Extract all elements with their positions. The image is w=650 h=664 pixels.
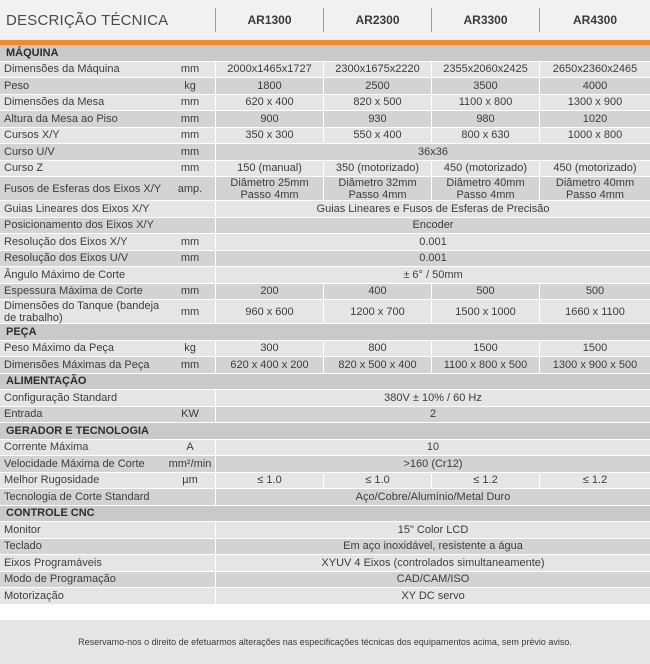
- row-label-text: Dimensões Máximas da Peça: [4, 358, 150, 371]
- row-value-text: 800: [368, 342, 387, 355]
- table-row: [0, 284, 650, 301]
- row-value-text: 900: [260, 112, 279, 125]
- row-value-text: 620 x 400 x 200: [230, 358, 309, 371]
- row-label-text: Posicionamento dos Eixos X/Y: [4, 219, 154, 232]
- row-value-ar4300: [539, 161, 650, 177]
- row-value-text: ≤ 1.0: [257, 474, 282, 487]
- row-label-text: Peso Máximo da Peça: [4, 342, 115, 355]
- row-unit: mm: [180, 129, 200, 142]
- row-label: [4, 284, 164, 300]
- row-value-text: 2355x2060x2425: [443, 63, 528, 76]
- row-value-text: ≤ 1.0: [365, 474, 390, 487]
- row-value-text: 1000 x 800: [567, 129, 623, 142]
- row-unit: mm: [180, 145, 200, 158]
- model-header-ar1300: AR1300: [247, 13, 292, 27]
- row-value-text: 4000: [582, 79, 608, 92]
- row-label: [4, 456, 164, 472]
- row-value-ar1300: [215, 128, 323, 144]
- row-value-text: 1660 x 1100: [565, 305, 625, 318]
- table-row: [0, 128, 650, 145]
- row-label-text: Entrada: [4, 408, 43, 421]
- section-header: [0, 45, 650, 62]
- row-value-text: 2000x1465x1727: [227, 63, 312, 76]
- row-label-text: Teclado: [4, 540, 42, 553]
- row-value-ar3300: [431, 78, 539, 94]
- row-label-text: Tecnologia de Corte Standard: [4, 490, 150, 503]
- row-value-text: Diâmetro 40mm Passo 4mm: [446, 176, 525, 201]
- table-row: [0, 539, 650, 556]
- row-label-text: Modo de Programação: [4, 573, 116, 586]
- row-value-all-models: XY DC servo: [215, 588, 650, 604]
- row-label: [4, 218, 164, 234]
- row-value-text: 450 (motorizado): [553, 162, 637, 175]
- row-value-text: 980: [476, 112, 495, 125]
- row-value-all-models: 2: [215, 407, 650, 423]
- row-label-text: Melhor Rugosidade: [4, 474, 100, 487]
- table-row: [0, 390, 650, 407]
- table-header: [0, 0, 650, 40]
- row-label: [4, 128, 164, 144]
- row-value-text: 3500: [473, 79, 498, 92]
- row-value-text: Diâmetro 32mm Passo 4mm: [338, 176, 417, 201]
- table-row: [0, 234, 650, 251]
- row-label-text: Espessura Máxima de Corte: [4, 285, 143, 298]
- row-value-ar2300: [323, 62, 431, 78]
- row-value-text: 500: [476, 285, 495, 298]
- row-label-text: Resolução dos Eixos U/V: [4, 252, 129, 265]
- disclaimer-footer: Reservamo-nos o direito de efetuarmos alterações nas especificações técnicas dos equipamentos acima, sem prévio aviso.: [0, 620, 650, 664]
- row-unit: amp.: [177, 182, 203, 195]
- table-row: [0, 407, 650, 424]
- row-value-text: 150 (manual): [237, 162, 302, 175]
- table-row: [0, 489, 650, 506]
- row-label-text: Motorização: [4, 589, 64, 602]
- table-row: [0, 456, 650, 473]
- row-label-text: Dimensões da Máquina: [4, 63, 120, 76]
- row-label: [4, 95, 164, 111]
- row-value-all-models: >160 (Cr12): [215, 456, 650, 472]
- row-value-text: 1500 x 1000: [455, 305, 516, 318]
- row-unit: [164, 489, 216, 505]
- row-value-text: 1300 x 900: [567, 96, 623, 109]
- row-value-text: 350 (motorizado): [335, 162, 420, 175]
- row-value-ar4300: [539, 357, 650, 373]
- section-header: [0, 374, 650, 391]
- row-value-ar3300: [431, 284, 539, 300]
- section-title: GERADOR E TECNOLOGIA: [6, 424, 150, 437]
- row-unit: mm: [180, 112, 200, 125]
- table-row: [0, 588, 650, 605]
- row-unit: mm: [180, 252, 200, 265]
- row-label: [4, 407, 164, 423]
- row-value-ar1300: [215, 78, 323, 94]
- row-label: [4, 201, 164, 217]
- row-unit: [164, 522, 216, 538]
- row-value-ar1300: [215, 95, 323, 111]
- row-value-text: 450 (motorizado): [443, 162, 528, 175]
- row-value-all-models: 0.001: [215, 251, 650, 267]
- row-value-ar3300: [431, 177, 539, 200]
- row-value-text: 930: [368, 112, 387, 125]
- row-value-text: 1300 x 900 x 500: [552, 358, 638, 371]
- row-value-text: 400: [368, 285, 387, 298]
- row-value-ar3300: [431, 95, 539, 111]
- row-label-text: Dimensões da Mesa: [4, 96, 105, 109]
- row-value-text: 200: [260, 285, 279, 298]
- table-row: [0, 357, 650, 374]
- row-value-text: 1100 x 800 x 500: [443, 358, 528, 371]
- row-unit: mm: [180, 285, 200, 298]
- row-label: [4, 539, 164, 555]
- row-unit: kg: [184, 79, 196, 92]
- row-unit: µm: [182, 474, 198, 487]
- row-value-ar4300: [539, 111, 650, 127]
- row-value-all-models: 15" Color LCD: [215, 522, 650, 538]
- section-header: [0, 506, 650, 523]
- row-label-text: Guias Lineares dos Eixos X/Y: [4, 202, 150, 215]
- row-label: [4, 522, 164, 538]
- row-value-all-models: Em aço inoxidável, resistente a água: [215, 539, 650, 555]
- table-row: [0, 251, 650, 268]
- table-row: [0, 95, 650, 112]
- row-label: [4, 177, 164, 200]
- row-value-text: 960 x 600: [245, 305, 294, 318]
- row-value-ar4300: [539, 62, 650, 78]
- row-value-ar1300: [215, 161, 323, 177]
- section-header: [0, 423, 650, 440]
- row-value-ar3300: [431, 161, 539, 177]
- table-row: [0, 440, 650, 457]
- row-value-all-models: 36x36: [215, 144, 650, 160]
- row-value-text: ≤ 1.2: [473, 474, 498, 487]
- row-label: [4, 489, 164, 505]
- row-value-ar3300: [431, 357, 539, 373]
- row-unit: [164, 572, 216, 588]
- section-title: MÁQUINA: [6, 46, 59, 59]
- row-unit: KW: [181, 408, 199, 421]
- section-title: ALIMENTAÇÃO: [6, 375, 87, 388]
- row-value-text: 1020: [582, 112, 608, 125]
- row-label: [4, 267, 164, 283]
- row-value-ar1300: [215, 284, 323, 300]
- row-value-ar1300: [215, 473, 323, 489]
- row-label-text: Dimensões do Tanque (bandeja de trabalho): [4, 299, 160, 324]
- row-unit: mm: [180, 162, 200, 175]
- row-value-ar2300: [323, 128, 431, 144]
- row-value-ar4300: [539, 128, 650, 144]
- row-label: [4, 300, 164, 323]
- row-value-text: 1200 x 700: [350, 305, 405, 318]
- row-label-text: Ângulo Máximo de Corte: [4, 268, 126, 281]
- row-label: [4, 473, 164, 489]
- row-value-ar3300: [431, 473, 539, 489]
- table-row: [0, 267, 650, 284]
- row-label-text: Corrente Máxima: [4, 441, 89, 454]
- row-unit: mm: [180, 305, 200, 318]
- row-value-ar3300: [431, 62, 539, 78]
- table-row: [0, 341, 650, 358]
- row-label-text: Altura da Mesa ao Piso: [4, 112, 118, 125]
- table-row: [0, 522, 650, 539]
- model-header-ar3300: AR3300: [463, 13, 508, 27]
- row-value-ar4300: [539, 341, 650, 357]
- row-value-ar3300: [431, 128, 539, 144]
- row-value-text: 1500: [582, 342, 608, 355]
- row-label: [4, 555, 164, 571]
- row-label-text: Monitor: [4, 523, 41, 536]
- table-row: [0, 144, 650, 161]
- row-value-all-models: 0.001: [215, 234, 650, 250]
- row-value-all-models: XYUV 4 Eixos (controlados simultaneamente): [215, 555, 650, 571]
- row-value-ar1300: [215, 300, 323, 323]
- row-value-ar1300: [215, 62, 323, 78]
- row-value-all-models: Aço/Cobre/Alumínio/Metal Duro: [215, 489, 650, 505]
- row-label: [4, 440, 164, 456]
- row-value-text: 550 x 400: [353, 129, 402, 142]
- row-label-text: Configuração Standard: [4, 391, 118, 404]
- row-value-text: 1500: [473, 342, 498, 355]
- row-unit: mm: [180, 63, 200, 76]
- row-unit: [164, 267, 216, 283]
- row-label-text: Resolução dos Eixos X/Y: [4, 235, 128, 248]
- table-row: [0, 111, 650, 128]
- row-unit: A: [186, 441, 194, 454]
- row-value-ar3300: [431, 300, 539, 323]
- row-value-all-models: 10: [215, 440, 650, 456]
- row-value-ar4300: [539, 95, 650, 111]
- row-label-text: Cursos X/Y: [4, 129, 60, 142]
- row-value-text: Diâmetro 40mm Passo 4mm: [555, 176, 635, 201]
- row-unit: mm: [180, 235, 200, 248]
- table-row: [0, 78, 650, 95]
- row-unit: mm: [180, 358, 200, 371]
- row-label: [4, 144, 164, 160]
- row-value-ar2300: [323, 473, 431, 489]
- row-label-text: Fusos de Esferas dos Eixos X/Y: [4, 182, 162, 195]
- row-unit: [164, 555, 216, 571]
- row-value-ar2300: [323, 78, 431, 94]
- row-value-text: 500: [585, 285, 605, 298]
- table-title: DESCRIÇÃO TÉCNICA: [6, 11, 169, 29]
- row-unit: [164, 539, 216, 555]
- row-label: [4, 78, 164, 94]
- row-value-text: 1800: [257, 79, 282, 92]
- table-row: [0, 473, 650, 490]
- row-label-text: Curso Z: [4, 162, 44, 175]
- row-value-ar3300: [431, 341, 539, 357]
- row-label: [4, 588, 164, 604]
- row-unit: mm²/min: [168, 457, 212, 470]
- row-value-text: 820 x 500: [353, 96, 402, 109]
- row-value-ar4300: [539, 284, 650, 300]
- model-header-ar4300: AR4300: [572, 13, 618, 27]
- row-value-ar1300: [215, 177, 323, 200]
- row-value-ar1300: [215, 111, 323, 127]
- row-label: [4, 234, 164, 250]
- row-value-text: ≤ 1.2: [582, 474, 608, 487]
- row-value-ar3300: [431, 111, 539, 127]
- row-value-text: 820 x 500 x 400: [338, 358, 417, 371]
- row-label: [4, 161, 164, 177]
- row-value-all-models: Guias Lineares e Fusos de Esferas de Precisão: [215, 201, 650, 217]
- row-value-text: 1100 x 800: [458, 96, 513, 109]
- row-value-ar4300: [539, 300, 650, 323]
- table-row: [0, 201, 650, 218]
- row-label-text: Curso U/V: [4, 145, 55, 158]
- row-value-text: Diâmetro 25mm Passo 4mm: [230, 176, 309, 201]
- row-value-text: 300: [260, 342, 279, 355]
- section-header: [0, 324, 650, 341]
- row-value-ar2300: [323, 357, 431, 373]
- row-value-ar2300: [323, 177, 431, 200]
- row-label: [4, 357, 164, 373]
- row-value-ar2300: [323, 300, 431, 323]
- row-unit: [164, 588, 216, 604]
- row-value-all-models: ± 6° / 50mm: [215, 267, 650, 283]
- section-title: CONTROLE CNC: [6, 507, 95, 520]
- table-row: [0, 555, 650, 572]
- row-value-ar1300: [215, 357, 323, 373]
- row-value-ar2300: [323, 111, 431, 127]
- row-label: [4, 111, 164, 127]
- table-row: [0, 572, 650, 589]
- row-label-text: Eixos Programáveis: [4, 556, 102, 569]
- row-unit: [164, 201, 216, 217]
- row-label: [4, 251, 164, 267]
- row-value-ar4300: [539, 78, 650, 94]
- row-value-text: 2650x2360x2465: [552, 63, 638, 76]
- row-label: [4, 341, 164, 357]
- table-row: [0, 161, 650, 178]
- row-value-all-models: Encoder: [215, 218, 650, 234]
- row-value-ar2300: [323, 161, 431, 177]
- row-label: [4, 572, 164, 588]
- row-label: [4, 62, 164, 78]
- row-value-text: 2300x1675x2220: [335, 63, 420, 76]
- model-header-ar2300: AR2300: [355, 13, 400, 27]
- row-label: [4, 390, 164, 406]
- table-row: [0, 62, 650, 79]
- row-value-text: 800 x 630: [461, 129, 510, 142]
- row-value-text: 620 x 400: [245, 96, 294, 109]
- row-value-ar2300: [323, 341, 431, 357]
- row-value-text: 350 x 300: [245, 129, 294, 142]
- table-row: [0, 218, 650, 235]
- table-row: [0, 177, 650, 201]
- table-row: [0, 300, 650, 324]
- row-unit: kg: [184, 342, 196, 355]
- section-title: PEÇA: [6, 325, 37, 338]
- row-value-ar2300: [323, 284, 431, 300]
- row-value-ar1300: [215, 341, 323, 357]
- row-label-text: Peso: [4, 79, 30, 92]
- row-value-text: 2500: [365, 79, 390, 92]
- row-value-ar2300: [323, 95, 431, 111]
- row-unit: [164, 218, 216, 234]
- row-value-ar4300: [539, 473, 650, 489]
- row-label-text: Velocidade Máxima de Corte: [4, 457, 145, 470]
- row-value-ar4300: [539, 177, 650, 200]
- row-value-all-models: CAD/CAM/ISO: [215, 572, 650, 588]
- row-value-all-models: 380V ± 10% / 60 Hz: [215, 390, 650, 406]
- row-unit: mm: [180, 96, 200, 109]
- row-unit: [164, 390, 216, 406]
